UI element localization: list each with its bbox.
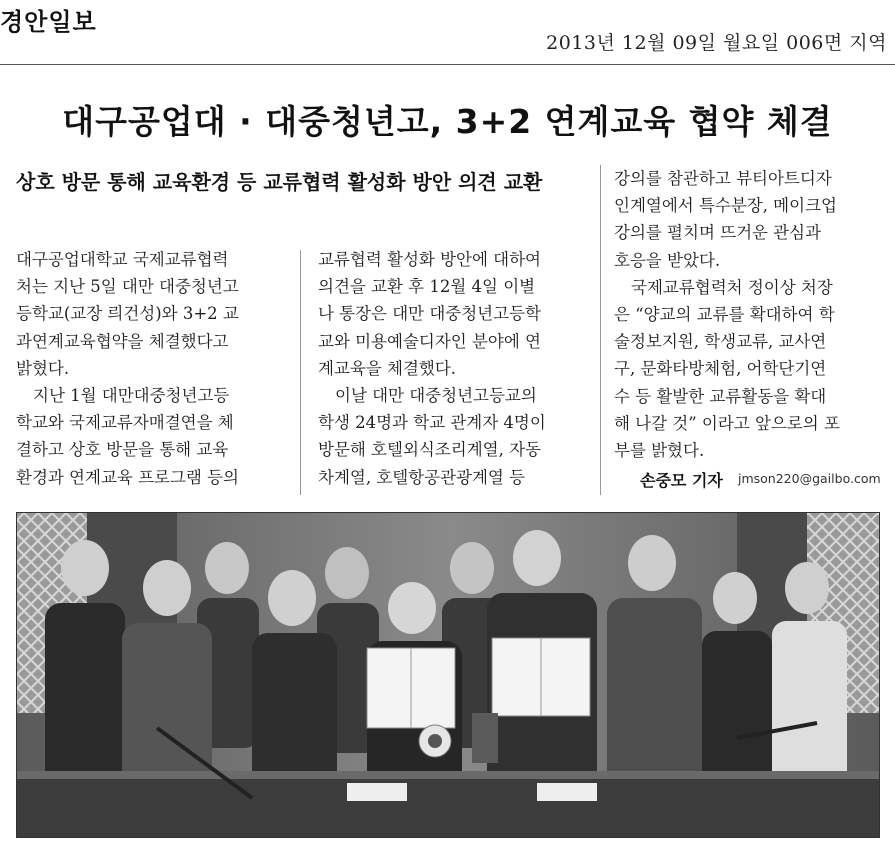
article-headline: 대구공업대 · 대중청년고, 3+2 연계교육 협약 체결	[62, 102, 833, 141]
text-line: 은 “양교의 교류를 확대하여 학	[614, 305, 835, 325]
text-line: 밝혔다.	[16, 358, 70, 378]
text-line: 대구공업대학교 국제교류협력	[16, 250, 229, 269]
article-subheadline: 상호 방문 통해 교육환경 등 교류협력 활성화 방안 의견 교환	[16, 170, 543, 194]
article-column-2	[318, 246, 583, 491]
text-line: 차계열, 호텔항공관광계열 등	[318, 467, 526, 487]
publication-dateline: 2013년 12월 09일 월요일 006면 지역	[546, 32, 887, 54]
text-line: 등학교(교장 릐건성)와 3+2 교	[16, 304, 239, 324]
text-line: 호응을 받았다.	[614, 250, 721, 270]
column-divider	[300, 250, 301, 495]
article-column-1	[16, 246, 281, 491]
text-line: 지난 1월 대만대중청년고등	[33, 386, 230, 406]
text-line: 처는 지난 5일 대만 대중청년고	[16, 277, 239, 297]
text-line: 부를 밝혔다.	[614, 441, 705, 461]
text-line: 강의를 펼치며 뜨거운 관심과	[614, 223, 822, 243]
reporter-email: jmson220@gailbo.com	[738, 471, 881, 486]
reporter-name: 손중모 기자	[640, 471, 723, 490]
text-line: 과연계교육협약을 체결했다고	[16, 331, 229, 351]
text-line: 술정보지원, 학생교류, 교사연	[614, 332, 827, 352]
newspaper-masthead: 경안일보	[0, 8, 97, 36]
text-line: 학교와 국제교류자매결연을 체	[16, 413, 234, 433]
text-line: 강의를 참관하고 뷰티아트디자	[614, 169, 832, 188]
text-line: 구, 문화타방체험, 어학단기연	[614, 359, 827, 379]
text-line: 결하고 상호 방문을 통해 교육	[16, 440, 229, 460]
text-line: 국제교류협력처 정이상 처장	[631, 277, 833, 297]
text-line: 해 나갈 것” 이라고 앞으로의 포	[614, 413, 840, 433]
column-divider	[600, 165, 601, 495]
text-line: 계교육을 체결했다.	[318, 358, 457, 378]
text-line: 인계열에서 특수분장, 메이크업	[614, 196, 837, 216]
text-line: 수 등 활발한 교류활동을 확대	[614, 386, 827, 406]
text-line: 교와 미용예술디자인 분야에 연	[318, 331, 541, 351]
text-line: 교류협력 활성화 방안에 대하여	[318, 250, 541, 269]
header-rule	[0, 64, 895, 65]
text-line: 이날 대만 대중청년고등교의	[335, 386, 537, 406]
text-line: 방문해 호텔외식조리계열, 자동	[318, 440, 541, 460]
text-line: 환경과 연계교육 프로그램 등의	[16, 467, 239, 487]
text-line: 나 통장은 대만 대중청년고등학	[318, 304, 541, 324]
text-line: 학생 24명과 학교 관계자 4명이	[318, 413, 546, 433]
article-photo	[16, 512, 880, 838]
group-photo-icon	[17, 513, 880, 838]
article-column-3	[614, 165, 884, 464]
text-line: 의견을 교환 후 12월 4일 이별	[318, 277, 536, 297]
